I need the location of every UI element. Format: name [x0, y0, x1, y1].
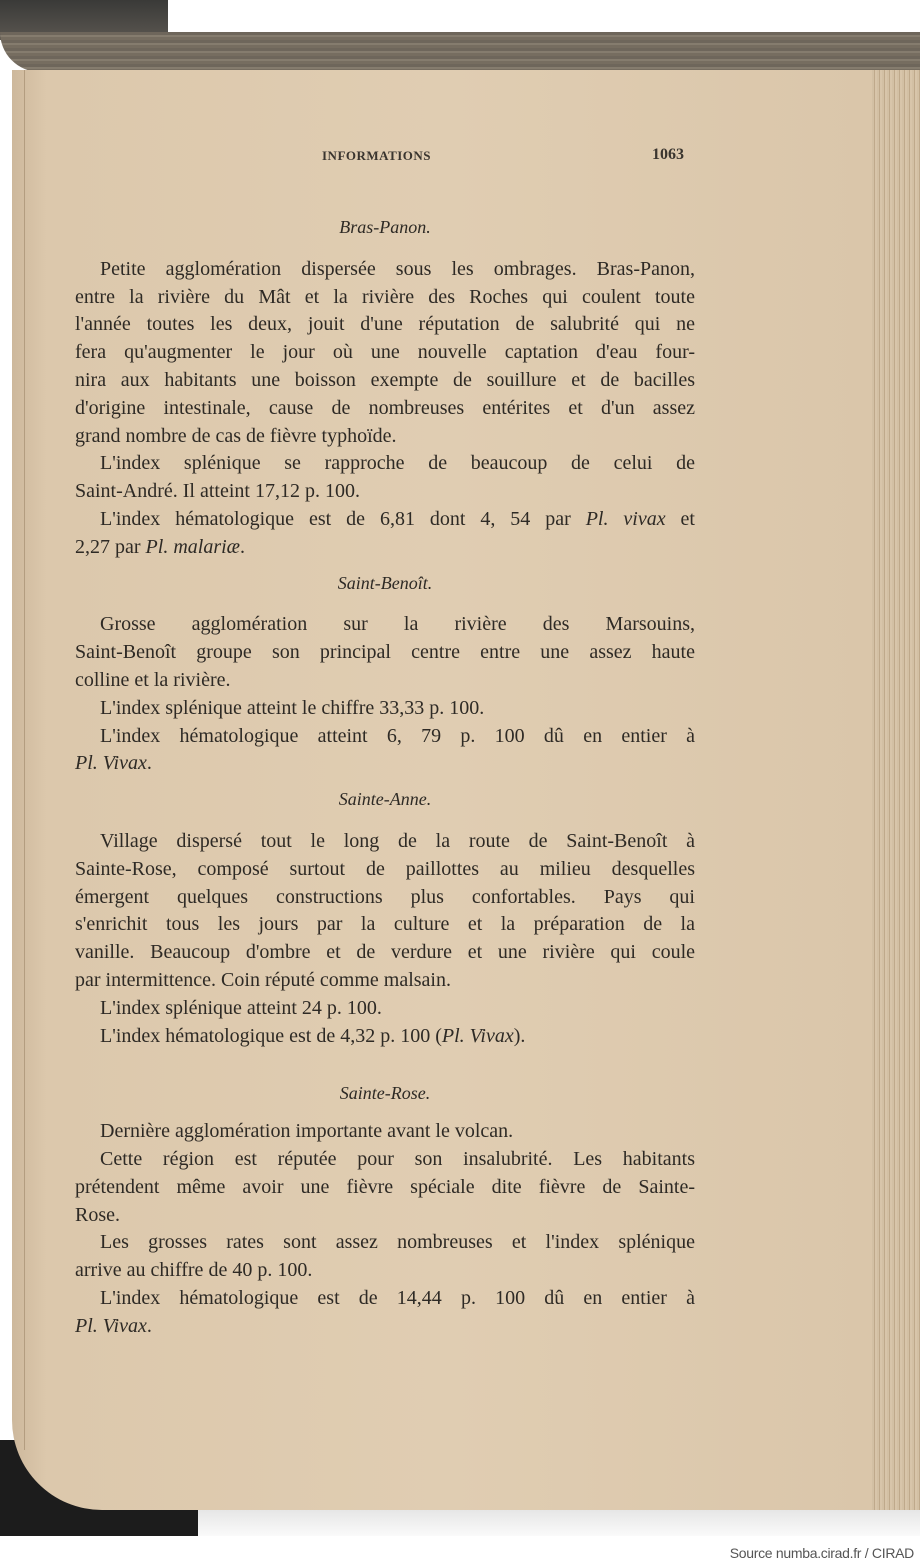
- text-line: Les grosses rates sont assez nombreuses et l'index splénique: [100, 1231, 695, 1254]
- text-line: Cette région est réputée pour son insalubrité. Les habitants: [100, 1147, 695, 1170]
- text-run: .: [146, 1314, 152, 1337]
- text-line: grand nombre de cas de fièvre typhoïde.: [75, 424, 397, 447]
- text-line: Rose.: [75, 1203, 120, 1226]
- text-line: L'index hématologique atteint 6, 79 p. 100 dû en entier à: [100, 724, 695, 747]
- italic-species-name: Pl. vivax: [585, 507, 666, 530]
- source-credit: Source numba.cirad.fr / CIRAD: [729, 1545, 914, 1561]
- section-heading: Sainte-Rose.: [339, 1083, 431, 1104]
- text-line: L'index splénique atteint 24 p. 100.: [100, 996, 382, 1019]
- paragraph: [75, 1118, 695, 1146]
- text-line: Sainte-Rose, composé surtout de paillottes au milieu desquelles: [75, 857, 695, 880]
- text-run: 2,27 par: [75, 535, 146, 558]
- text-line: par intermittence. Coin réputé comme malsain.: [75, 968, 451, 991]
- page-number: 1063: [652, 146, 684, 163]
- text-line: entre la rivière du Mât et la rivière des Roches qui coulent toute: [75, 285, 695, 308]
- paragraph: [75, 611, 695, 694]
- text-line: nira aux habitants une boisson exempte de souillure et de bacilles: [75, 368, 695, 391]
- text-run: .: [240, 535, 245, 558]
- text-line: [75, 1313, 695, 1341]
- text-line: d'origine intestinale, cause de nombreuses entérites et d'un assez: [75, 396, 695, 419]
- text-line: Dernière agglomération importante avant le volcan.: [100, 1120, 514, 1143]
- text-line: s'enrichit tous les jours par la culture et la préparation de la: [75, 913, 695, 936]
- text-line: [75, 750, 695, 778]
- page-stack-right-edge: [872, 70, 920, 1510]
- italic-species-name: Pl. Vivax: [75, 752, 147, 775]
- text-line: émergent quelques constructions plus confortables. Pays qui: [75, 885, 695, 908]
- section-heading: Bras-Panon.: [339, 217, 431, 237]
- paragraph: [75, 450, 695, 506]
- paragraph: [75, 1285, 695, 1341]
- paragraph: [75, 723, 695, 779]
- text-line: [75, 1023, 695, 1051]
- paragraph: [75, 1146, 695, 1229]
- section-heading: Sainte-Anne.: [338, 789, 432, 810]
- text-line: vanille. Beaucoup d'ombre et de verdure et une rivière qui coule: [75, 941, 695, 964]
- italic-species-name: Pl. Vivax: [441, 1024, 514, 1047]
- text-line: arrive au chiffre de 40 p. 100.: [75, 1259, 313, 1282]
- text-line: l'année toutes les deux, jouit d'une réputation de salubrité qui ne: [75, 313, 695, 336]
- text-line: fera qu'augmenter le jour où une nouvelle captation d'eau four-: [75, 341, 695, 364]
- paragraph: [75, 828, 695, 995]
- text-line: L'index splénique se rapproche de beaucoup de celui de: [100, 452, 695, 475]
- paragraph: [75, 995, 695, 1023]
- page-fold: [24, 70, 25, 1450]
- paragraph: [75, 695, 695, 723]
- text-line: [75, 506, 695, 534]
- text-line: L'index hématologique est de 14,44 p. 100 dû en entier à: [100, 1286, 695, 1309]
- text-line: Village dispersé tout le long de la route de Saint-Benoît à: [100, 829, 695, 852]
- text-line: colline et la rivière.: [75, 668, 231, 691]
- italic-species-name: Pl. Vivax: [75, 1314, 147, 1337]
- text-line: Petite agglomération dispersée sous les ombrages. Bras-Panon,: [100, 257, 695, 280]
- text-line: [75, 534, 695, 562]
- text-run: ).: [513, 1024, 526, 1047]
- paragraph: [75, 256, 695, 451]
- page-stack-top-edge: [0, 32, 920, 72]
- running-head: INFORMATIONS: [322, 148, 432, 163]
- text-run: L'index hématologique est de 6,81 dont 4, 54 par: [100, 507, 586, 530]
- text-line: Saint-André. Il atteint 17,12 p. 100.: [75, 480, 360, 503]
- text-run: et: [665, 507, 695, 530]
- text-run: L'index hématologique est de 4,32 p. 100 (: [100, 1024, 442, 1047]
- scan-background: [198, 1510, 920, 1536]
- section-heading: Saint-Benoît.: [337, 572, 433, 593]
- text-run: .: [146, 752, 152, 775]
- paragraph: [75, 1023, 695, 1051]
- page-text: [75, 214, 695, 1340]
- paragraph: [75, 506, 695, 562]
- paragraph: [75, 1229, 695, 1285]
- text-line: L'index splénique atteint le chiffre 33,33 p. 100.: [100, 696, 485, 719]
- italic-species-name: Pl. malariæ: [145, 535, 240, 558]
- text-line: Saint-Benoît groupe son principal centre entre une assez haute: [75, 641, 695, 664]
- text-line: prétendent même avoir une fièvre spéciale dite fièvre de Sainte-: [75, 1175, 695, 1198]
- text-line: Grosse agglomération sur la rivière des Marsouins,: [100, 613, 695, 636]
